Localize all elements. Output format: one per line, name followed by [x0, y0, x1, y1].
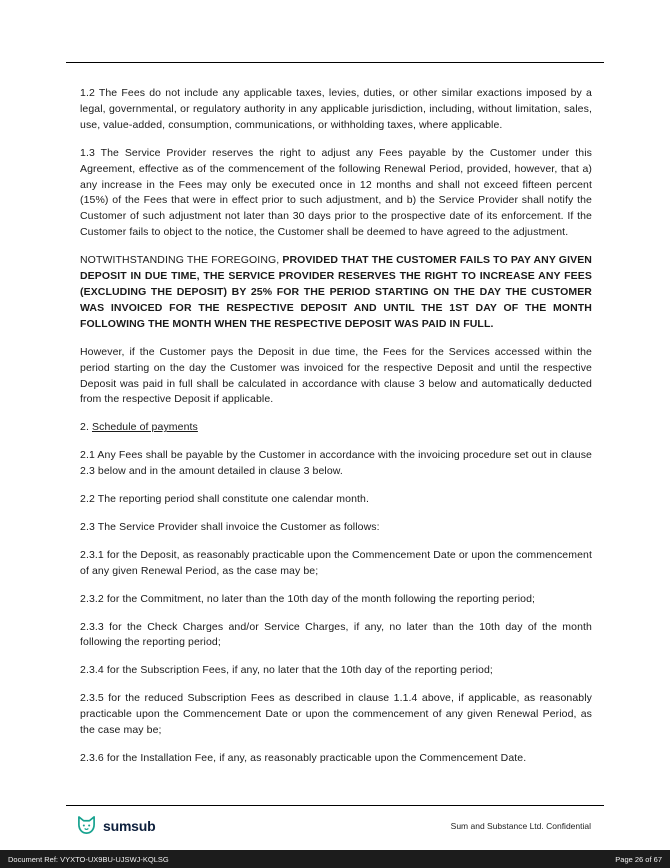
clause-2-3-3: 2.3.3 for the Check Charges and/or Service Charges, if any, no later than the 10th day of the month following the reporting period;	[80, 620, 592, 649]
clause-2-3-6: 2.3.6 for the Installation Fee, if any, as reasonably practicable upon the Commencement Date.	[80, 752, 527, 764]
confidential-label: Sum and Substance Ltd. Confidential	[450, 820, 591, 831]
page-footer	[66, 805, 604, 850]
clause-2-3-1: 2.3.1 for the Deposit, as reasonably practicable upon the Commencement Date or upon the commencement of any given Renewal Period, as the case may be;	[80, 548, 592, 577]
clause-2-1: 2.1 Any Fees shall be payable by the Customer in accordance with the invoicing procedure set out in clause 2.3 below and in the amount detailed in clause 3 below.	[80, 449, 592, 478]
clause-1-2: 1.2 The Fees do not include any applicable taxes, levies, duties, or other similar exactions imposed by a legal, governmental, or regulatory authority in any applicable jurisdiction, including, without limitation, sales, use, value-added, consumption, communications, or withholding taxes, where applicable.	[80, 87, 592, 131]
however-clause: However, if the Customer pays the Deposit in due time, the Fees for the Services accessed within the period starting on the day the Customer was invoiced for the respective Deposit and until the respective Deposit was paid in full shall be calculated in accordance with clause 3 below and automatically deducted from the respective Deposit if applicable.	[80, 345, 592, 406]
notwithstanding-bold-text: PROVIDED THAT THE CUSTOMER FAILS TO PAY ANY GIVEN DEPOSIT IN DUE TIME, THE SERVICE PROVIDER RESERVES THE RIGHT TO INCREASE ANY FEES (EXCLUDING THE DEPOSIT) BY 25% FOR THE PERIOD STARTING ON THE DAY THE CUSTOMER WAS INVOICED FOR THE RESPECTIVE DEPOSIT AND UNTIL THE 1ST DAY OF THE MONTH FOLLOWING THE MONTH WHEN THE RESPECTIVE DEPOSIT WAS PAID IN FULL.	[80, 254, 592, 330]
notwithstanding-prefix: NOTWITHSTANDING THE FOREGOING,	[80, 254, 283, 267]
clause-2-2: 2.2 The reporting period shall constitute one calendar month.	[80, 493, 369, 506]
clause-2-3-4: 2.3.4 for the Subscription Fees, if any, no later that the 10th day of the reporting period;	[80, 664, 493, 677]
header-divider	[66, 62, 604, 63]
clause-2-3-2: 2.3.2 for the Commitment, no later than the 10th day of the month following the reporting period;	[80, 592, 536, 605]
clause-2-3: 2.3 The Service Provider shall invoice the Customer as follows:	[80, 520, 380, 533]
clause-2-3-5: 2.3.5 for the reduced Subscription Fees as described in clause 1.1.4 above, if applicable, as reasonably practicable upon the Commencement Date or upon the commencement of any given Renewal Period, as the case may be;	[80, 692, 592, 737]
sumsub-mascot-icon	[75, 816, 98, 835]
page-number-label: Page 26 of 67	[615, 854, 662, 864]
section-2-title: Schedule of payments	[91, 421, 198, 434]
section-2-number: 2.	[80, 421, 92, 434]
section-2-heading	[80, 420, 592, 436]
document-body	[80, 86, 592, 805]
document-status-bar	[0, 850, 670, 868]
sumsub-logo	[75, 816, 155, 835]
sumsub-brand-name: sumsub	[103, 817, 156, 834]
document-ref-label: Document Ref: VYXTO-UX9BU-UJSWJ-KQLSG	[8, 854, 169, 864]
notwithstanding-clause	[80, 253, 592, 333]
clause-1-3: 1.3 The Service Provider reserves the right to adjust any Fees payable by the Customer under this Agreement, effective as of the commencement of the following Renewal Period, provided, however, that a) any increase in the Fees may only be executed once in 12 months and shall not exceed fifteen percent (15%) of the Fees that were in effect prior to such adjustment, and b) the Service Provider shall notify the Customer of such adjustment not later than 30 days prior to the prospective date of its enforcement. If the Customer fails to object to the notice, the Customer shall be deemed to have agreed to the adjustment.	[80, 146, 592, 239]
